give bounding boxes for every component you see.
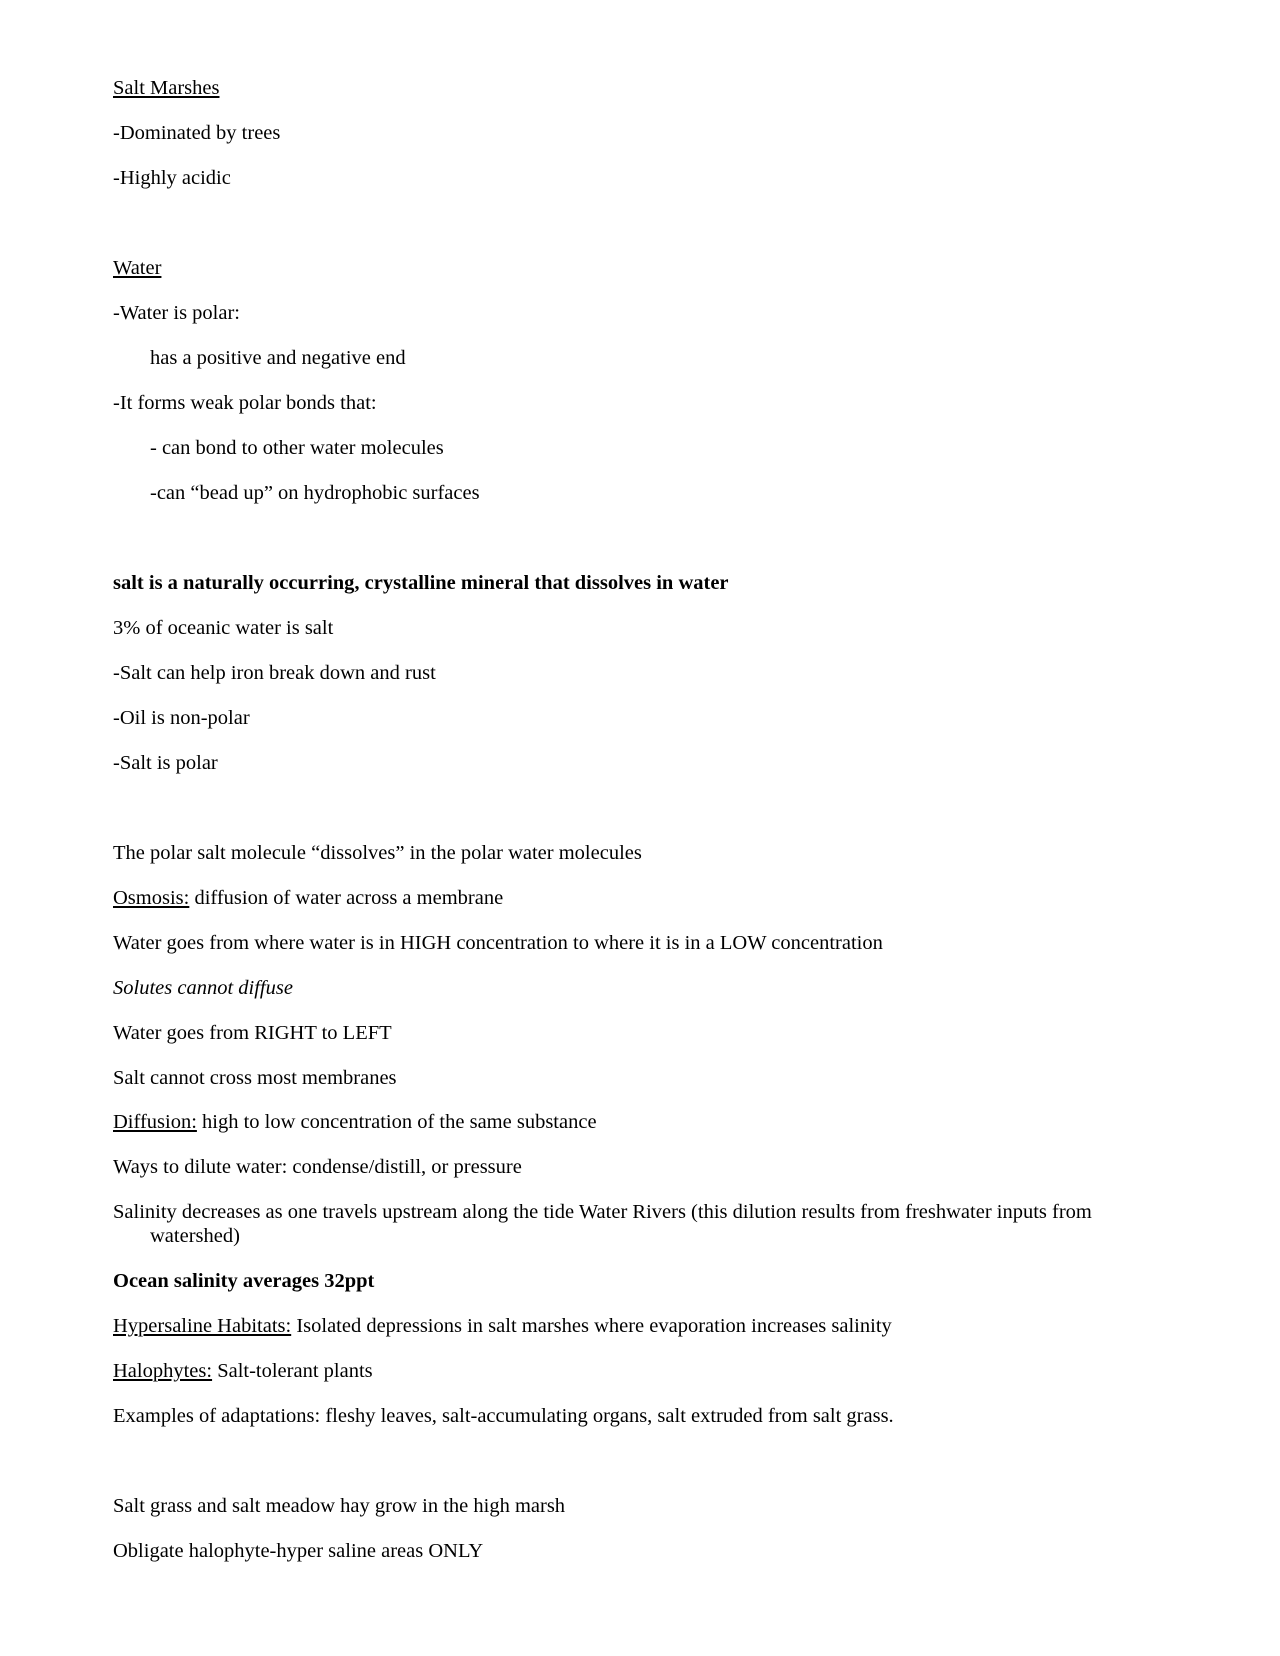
salinity-paragraph xyxy=(113,1200,1163,1248)
water-bonds-sub2: -can “bead up” on hydrophobic surfaces xyxy=(150,482,480,504)
hypersaline-def: Isolated depressions in salt marshes where evaporation increases salinity xyxy=(291,1315,892,1337)
diffusion-def: high to low concentration of the same substance xyxy=(196,1111,597,1133)
water-polar-sub: has a positive and negative end xyxy=(150,347,406,369)
salt-item-oceanic: 3% of oceanic water is salt xyxy=(113,617,334,639)
hypersaline-definition xyxy=(113,1314,892,1338)
salt-item-rust: -Salt can help iron break down and rust xyxy=(113,662,436,684)
adaptations-line: Examples of adaptations: fleshy leaves, salt-accumulating organs, salt extruded from salt grass. xyxy=(113,1405,894,1427)
diffusion-definition xyxy=(113,1110,597,1134)
salt-grass-line: Salt grass and salt meadow hay grow in the high marsh xyxy=(113,1495,566,1517)
salinity-line-1: Salinity decreases as one travels upstream along the tide Water Rivers (this dilution results from freshwater inputs from xyxy=(113,1201,1092,1223)
osmosis-term: Osmosis: xyxy=(113,887,190,909)
salt-definition: salt is a naturally occurring, crystalline mineral that dissolves in water xyxy=(113,572,729,594)
water-polar-line: -Water is polar: xyxy=(113,302,240,324)
water-bonds-line: -It forms weak polar bonds that: xyxy=(113,392,377,414)
water-heading: Water xyxy=(113,257,162,279)
ocean-salinity-line: Ocean salinity averages 32ppt xyxy=(113,1270,375,1292)
salinity-line-2: watershed) xyxy=(150,1225,240,1247)
salt-membranes-line: Salt cannot cross most membranes xyxy=(113,1067,397,1089)
halophytes-term: Halophytes: xyxy=(113,1360,213,1382)
right-left-line: Water goes from RIGHT to LEFT xyxy=(113,1022,392,1044)
solutes-line: Solutes cannot diffuse xyxy=(113,977,293,999)
salt-marshes-item-trees: -Dominated by trees xyxy=(113,122,281,144)
water-direction-line: Water goes from where water is in HIGH concentration to where it is in a LOW concentration xyxy=(113,932,883,954)
water-bonds-sub1: - can bond to other water molecules xyxy=(150,437,444,459)
obligate-line: Obligate halophyte-hyper saline areas ONLY xyxy=(113,1540,484,1562)
salt-marshes-heading: Salt Marshes xyxy=(113,77,220,99)
osmosis-def: diffusion of water across a membrane xyxy=(189,887,504,909)
dissolves-line: The polar salt molecule “dissolves” in the polar water molecules xyxy=(113,842,642,864)
salt-item-oil: -Oil is non-polar xyxy=(113,707,250,729)
osmosis-definition xyxy=(113,886,503,910)
dilute-line: Ways to dilute water: condense/distill, or pressure xyxy=(113,1156,522,1178)
halophytes-def: Salt-tolerant plants xyxy=(212,1360,373,1382)
halophytes-definition xyxy=(113,1359,373,1383)
diffusion-term: Diffusion: xyxy=(113,1111,197,1133)
salt-item-polar: -Salt is polar xyxy=(113,752,218,774)
hypersaline-term: Hypersaline Habitats: xyxy=(113,1315,292,1337)
salt-marshes-item-acidic: -Highly acidic xyxy=(113,167,231,189)
